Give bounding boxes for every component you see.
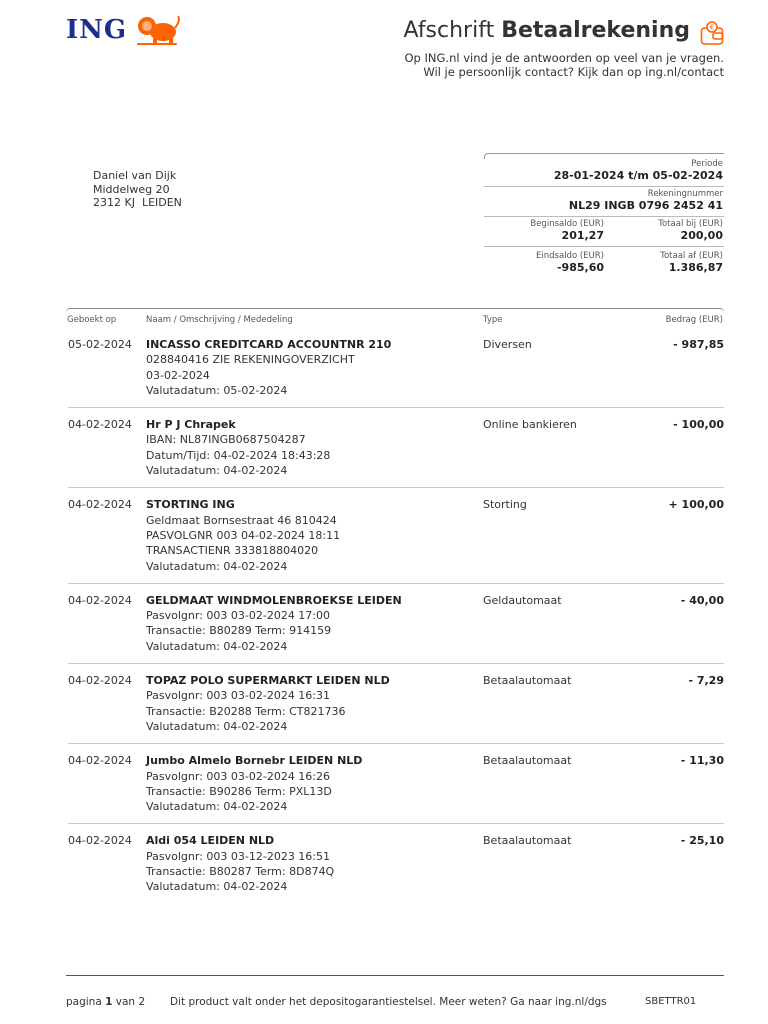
page-mid: van — [115, 996, 136, 1008]
transaction-amount: - 987,85 — [673, 338, 724, 351]
intro-line-2: Wil je persoonlijk contact? Kijk dan op ing.nl/contact — [423, 65, 724, 79]
transaction-description — [146, 593, 466, 654]
counterparty-name: Jumbo Almelo Bornebr LEIDEN NLD — [146, 754, 363, 768]
end-balance-label: Eindsaldo (EUR) — [536, 251, 604, 261]
description-line: Transactie: B90286 Term: PXL13D — [146, 784, 332, 798]
transaction-amount: - 100,00 — [673, 418, 724, 432]
booking-date: 04-02-2024 — [68, 498, 132, 512]
deposit-guarantee-text: Dit product valt onder het depositogarantiestelsel. Meer weten? Ga naar ing.nl/dgs — [170, 996, 607, 1008]
col-type-header: Type — [483, 315, 503, 325]
total-out-label: Totaal af (EUR) — [660, 251, 723, 261]
description-line: Transactie: B80287 Term: 8D874Q — [146, 865, 335, 879]
col-description-header: Naam / Omschrijving / Mededeling — [146, 315, 293, 325]
transaction-description — [146, 497, 466, 573]
description-line: Pasvolgnr: 003 03-02-2024 17:00 — [146, 609, 331, 623]
address-block — [93, 169, 182, 210]
counterparty-name: Aldi 054 LEIDEN NLD — [146, 834, 275, 848]
description-line: Pasvolgnr: 003 03-02-2024 16:26 — [146, 769, 331, 783]
description-line: 03-02-2024 — [146, 368, 210, 382]
account-label: Rekeningnummer — [647, 189, 723, 199]
col-date-header: Geboekt op — [67, 315, 117, 325]
description-line: Pasvolgnr: 003 03-02-2024 16:31 — [146, 689, 331, 703]
counterparty-name: TOPAZ POLO SUPERMARKT LEIDEN NLD — [146, 674, 390, 688]
transaction-type: Online bankieren — [483, 418, 577, 432]
description-line: Datum/Tijd: 04-02-2024 18:43:28 — [146, 448, 331, 462]
account-summary — [484, 153, 724, 275]
form-code: SBETTR01 — [645, 996, 697, 1007]
description-line: Geldmaat Bornsestraat 46 810424 — [146, 513, 337, 527]
description-line: Transactie: B20288 Term: CT821736 — [146, 704, 346, 718]
col-amount-header: Bedrag (EUR) — [665, 315, 723, 325]
begin-balance-value: 201,27 — [561, 229, 604, 242]
total-out — [604, 251, 724, 275]
transaction-type: Storting — [483, 498, 527, 512]
description-line: Valutadatum: 04-02-2024 — [146, 559, 288, 573]
begin-balance — [484, 219, 604, 243]
booking-date: 04-02-2024 — [68, 674, 132, 688]
period-value: 28-01-2024 t/m 05-02-2024 — [553, 169, 723, 182]
transaction-type: Geldautomaat — [483, 593, 562, 607]
transactions-header — [66, 308, 724, 331]
intro-line-1: Op ING.nl vind je de antwoorden op veel van je vragen. — [404, 51, 724, 65]
table-row — [68, 673, 724, 744]
booking-date: 04-02-2024 — [68, 593, 132, 607]
address-name: Daniel van Dijk — [93, 169, 177, 182]
intro-text — [405, 51, 725, 79]
address-city: 2312 KJ LEIDEN — [93, 196, 182, 209]
description-line: Valutadatum: 04-02-2024 — [146, 880, 288, 894]
description-line: Valutadatum: 04-02-2024 — [146, 800, 288, 814]
page-total: 2 — [138, 996, 146, 1008]
page-current: 1 — [105, 996, 113, 1008]
description-line: PASVOLGNR 003 04-02-2024 18:11 — [146, 528, 341, 542]
transaction-amount: + 100,00 — [668, 498, 724, 512]
description-line: Transactie: B80289 Term: 914159 — [146, 624, 332, 638]
transaction-type: Betaalautomaat — [483, 674, 572, 688]
end-balance-value: -985,60 — [556, 261, 604, 274]
end-balance — [484, 251, 604, 275]
title-bold: Betaalrekening — [501, 18, 690, 43]
transaction-amount: - 11,30 — [680, 754, 724, 768]
counterparty-name: INCASSO CREDITCARD ACCOUNTNR 210 — [146, 338, 392, 351]
page-prefix: pagina — [66, 996, 102, 1008]
total-out-value: 1.386,87 — [668, 261, 723, 274]
booking-date: 04-02-2024 — [68, 754, 132, 768]
description-line: 028840416 ZIE REKENINGOVERZICHT — [146, 353, 355, 367]
description-line: Valutadatum: 05-02-2024 — [146, 383, 288, 397]
account-number: NL29 INGB 0796 2452 41 — [568, 199, 723, 212]
table-row — [68, 753, 724, 824]
transactions-list — [68, 337, 724, 913]
total-in-label: Totaal bij (EUR) — [658, 219, 723, 229]
table-row — [68, 833, 724, 903]
booking-date: 04-02-2024 — [68, 834, 132, 848]
period-label: Periode — [691, 159, 723, 169]
transaction-description — [146, 673, 466, 734]
logo-text: ING — [66, 15, 128, 45]
table-row — [68, 337, 724, 408]
total-in-value: 200,00 — [680, 229, 723, 242]
description-line: Pasvolgnr: 003 03-12-2023 16:51 — [146, 849, 331, 863]
transaction-amount: - 7,29 — [688, 674, 724, 688]
transaction-description — [146, 833, 466, 894]
transaction-type: Betaalautomaat — [483, 754, 572, 768]
wallet-icon — [700, 20, 724, 46]
total-in — [604, 219, 724, 243]
description-line: TRANSACTIENR 333818804020 — [146, 544, 319, 558]
counterparty-name: Hr P J Chrapek — [146, 418, 236, 432]
balance-row-2 — [484, 247, 724, 275]
description-line: IBAN: NL87INGB0687504287 — [146, 433, 306, 447]
counterparty-name: STORTING ING — [146, 498, 235, 512]
table-row — [68, 593, 724, 664]
counterparty-name: GELDMAAT WINDMOLENBROEKSE LEIDEN — [146, 593, 402, 607]
begin-balance-label: Beginsaldo (EUR) — [530, 219, 604, 229]
transaction-description — [146, 753, 466, 814]
document-title — [404, 18, 690, 43]
description-line: Valutadatum: 04-02-2024 — [146, 639, 288, 653]
transaction-type: Diversen — [483, 338, 532, 351]
svg-text:€: € — [709, 23, 715, 32]
footer-divider — [66, 975, 724, 976]
page-indicator — [66, 996, 145, 1008]
transaction-amount: - 40,00 — [680, 593, 724, 607]
description-line: Valutadatum: 04-02-2024 — [146, 464, 288, 478]
booking-date: 05-02-2024 — [68, 338, 132, 351]
ing-lion-logo-icon — [133, 14, 181, 46]
transaction-description — [146, 417, 466, 478]
balance-row-1 — [484, 217, 724, 247]
account-block — [484, 187, 724, 217]
table-row — [68, 497, 724, 583]
transaction-amount: - 25,10 — [680, 834, 724, 848]
period-block — [484, 159, 724, 187]
ing-logo — [66, 12, 181, 48]
table-row — [68, 417, 724, 488]
booking-date: 04-02-2024 — [68, 418, 132, 432]
transaction-description — [146, 337, 466, 398]
title-light: Afschrift — [403, 18, 495, 43]
address-street: Middelweg 20 — [93, 182, 170, 196]
transaction-type: Betaalautomaat — [483, 834, 572, 848]
description-line: Valutadatum: 04-02-2024 — [146, 719, 288, 733]
